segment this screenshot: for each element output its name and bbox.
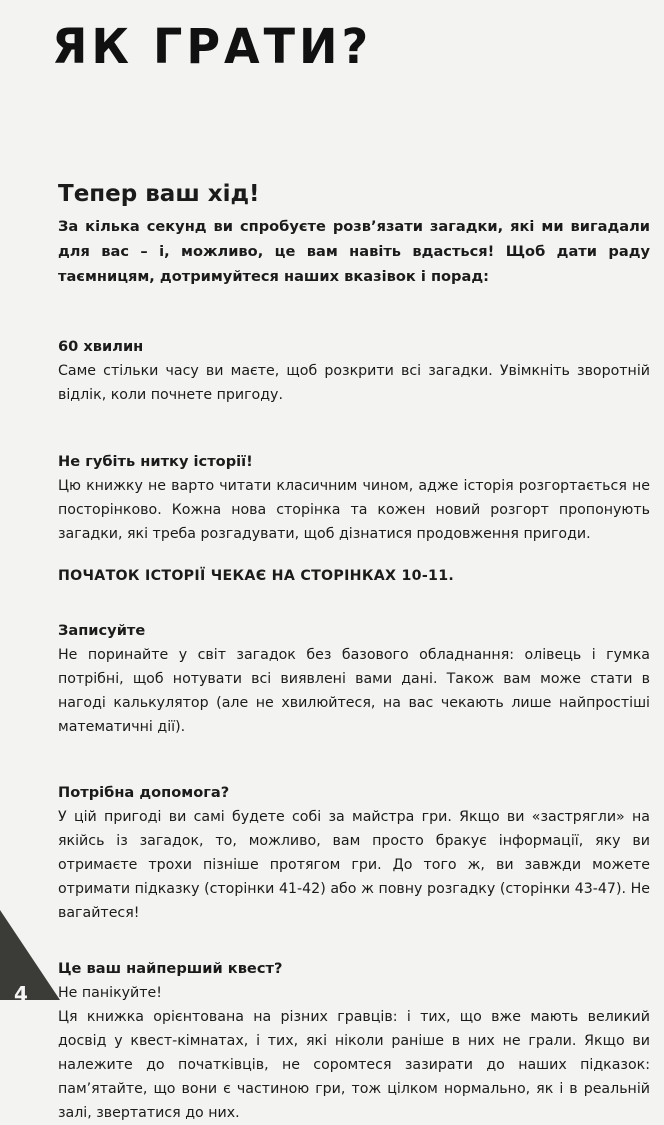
intro-text: За кілька секунд ви спробуєте розв’язати загадки, які ми вигадали для вас – і, можливо, це вам навіть вдасться! Щоб дати раду таємницям, дотримуйтеся наших вказівок і порад: bbox=[58, 218, 650, 285]
intro-heading: Тепер ваш хід! bbox=[58, 181, 260, 207]
page-content bbox=[58, 178, 650, 1125]
section-text-notes: Не поринайте у світ загадок без базового обладнання: олівець і гумка потрібні, щоб нотувати всі виявлені вами дані. Також вам може стати в нагоді калькулятор (але не хвилюйтеся, на вас чекають лише найпростіші математичні дії). bbox=[58, 647, 650, 735]
section-text-story-thread: Цю книжку не варто читати класичним чином, адже історія розгортається не посторінково. Кожна нова сторінка та кожен новий розгорт пропонують загадки, які треба розгадувати, щоб дізнатися продовження пригоди. bbox=[58, 478, 650, 542]
section-text-60-minutes: Саме стільки часу ви маєте, щоб розкрити всі загадки. Увімкніть зворотній відлік, коли почнете пригоду. bbox=[58, 363, 650, 403]
corner-tab bbox=[0, 910, 60, 1000]
section-subtitle-first-quest: Не панікуйте! bbox=[58, 985, 162, 1001]
section-title-60-minutes: 60 хвилин bbox=[58, 338, 144, 355]
page-number: 4 bbox=[14, 982, 28, 1006]
section-text-help: У цій пригоді ви самі будете собі за майстра гри. Якщо ви «застрягли» на якійсь із загадок, то, можливо, вам просто бракує інформації, яку ви отримаєте трохи пізніше протягом гри. До того ж, ви завжди можете отримати підказку (сторінки 41-42) або ж повну розгадку (сторінки 43-47). Не вагайтеся! bbox=[58, 809, 650, 921]
section-title-help: Потрібна допомога? bbox=[58, 784, 230, 801]
section-title-notes: Записуйте bbox=[58, 622, 146, 639]
section-text-first-quest: Ця книжка орієнтована на різних гравців: і тих, що вже мають великий досвід у квест-кімнатах, і тих, які ніколи раніше в них не грали. Якщо ви належите до початківців, не соромтеся зазирати до наших підказок: пам’ятайте, що вони є частиною гри, тож цілком нормально, як і в реальній залі, звертатися до них. bbox=[58, 1009, 650, 1121]
section-title-story-thread: Не губіть нитку історії! bbox=[58, 453, 253, 470]
section-title-first-quest: Це ваш найперший квест? bbox=[58, 960, 283, 977]
start-callout: ПОЧАТОК ІСТОРІЇ ЧЕКАЄ НА СТОРІНКАХ 10-11. bbox=[58, 568, 455, 584]
page-title: ЯК ГРАТИ? bbox=[52, 17, 373, 75]
